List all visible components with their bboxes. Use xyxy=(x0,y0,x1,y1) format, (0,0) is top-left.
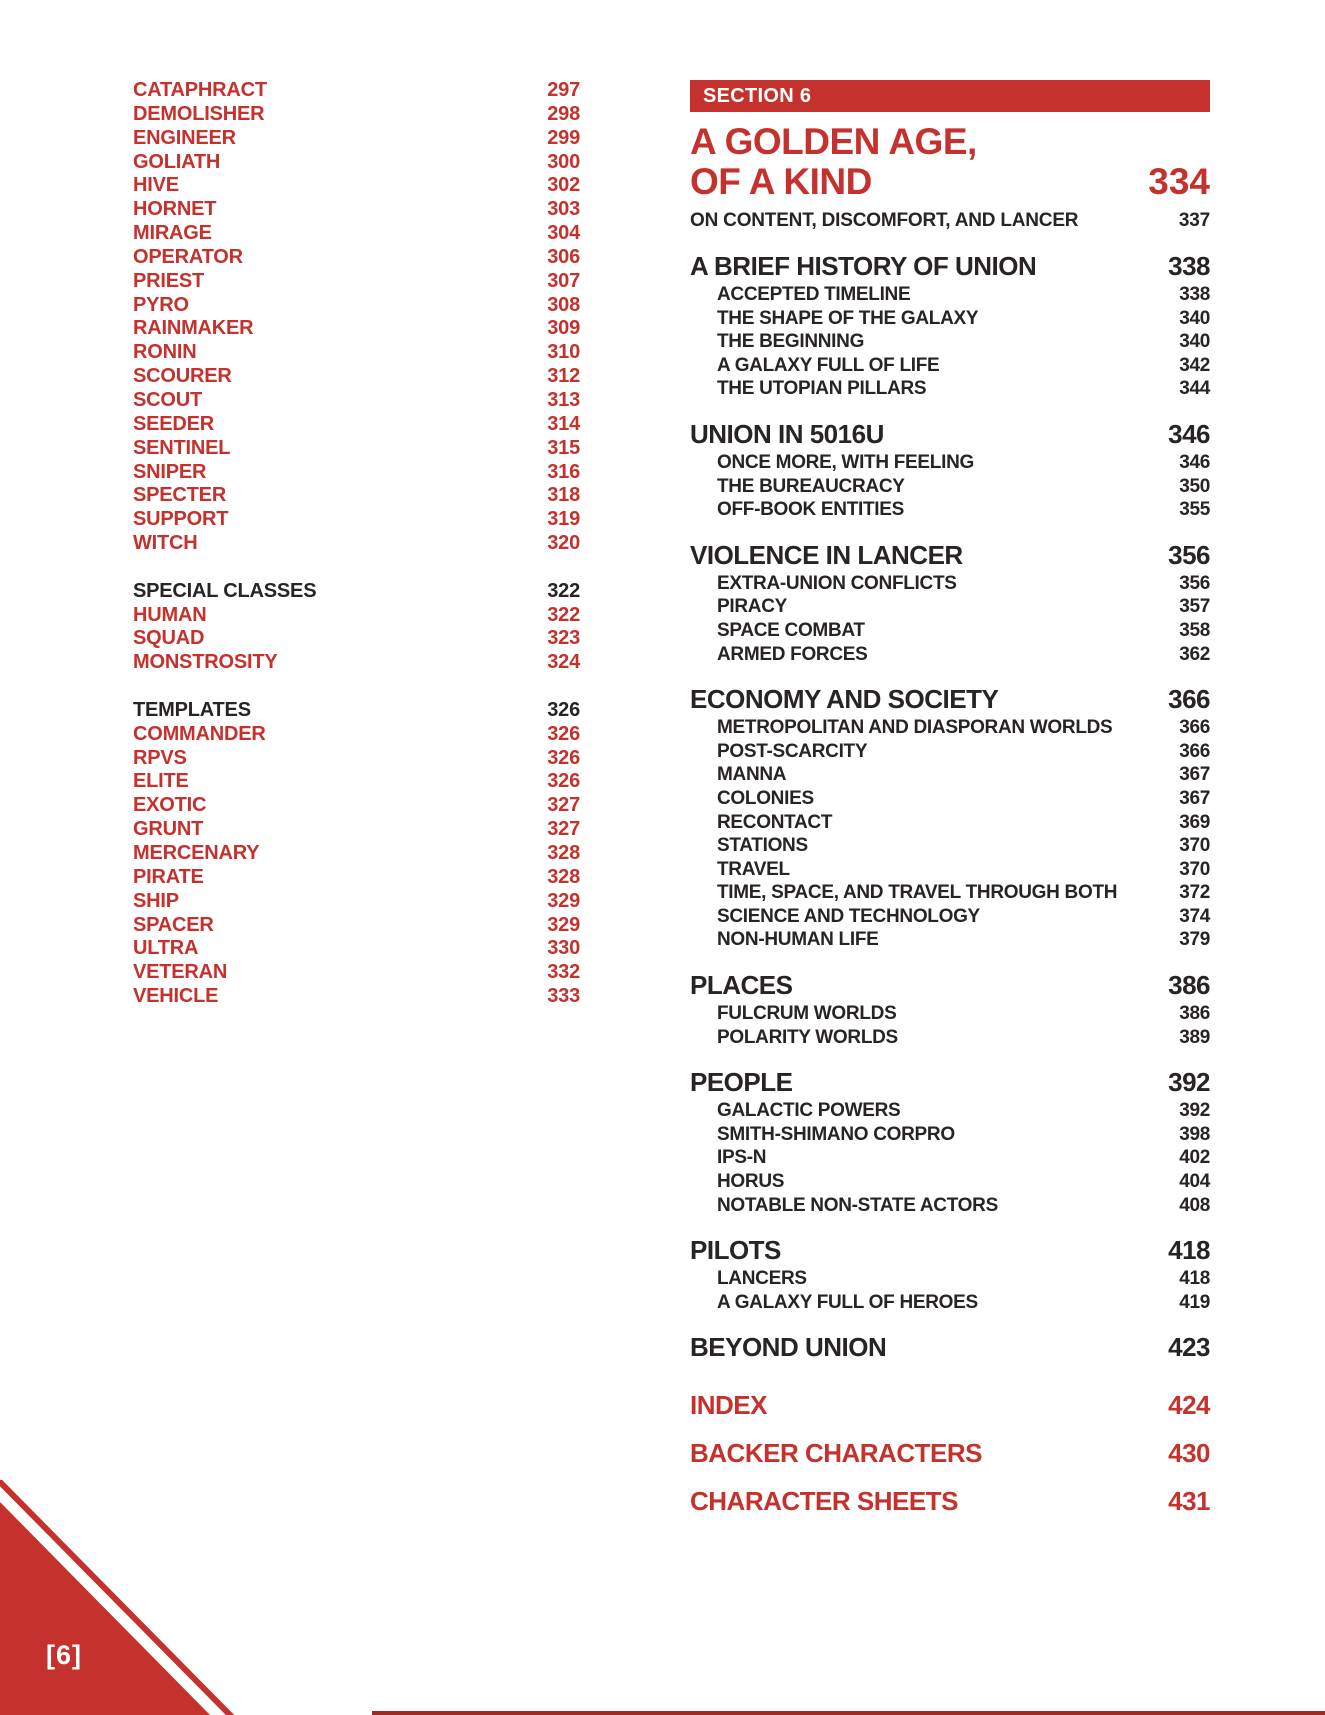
toc-entry[interactable] xyxy=(690,834,1210,858)
toc-entry[interactable] xyxy=(690,1194,1210,1218)
toc-entry-page: 318 xyxy=(547,484,580,507)
toc-entry[interactable] xyxy=(690,475,1210,499)
toc-entry-page: 327 xyxy=(547,818,580,841)
toc-section-heading-page: 366 xyxy=(1168,684,1210,715)
toc-group-header-page: 326 xyxy=(547,698,580,721)
toc-subtitle-entry[interactable] xyxy=(690,209,1210,233)
toc-section-heading-page: 431 xyxy=(1168,1486,1210,1517)
toc-entry[interactable] xyxy=(133,103,580,127)
toc-group-gap xyxy=(133,556,580,580)
chapter-title-line1: A GOLDEN AGE, xyxy=(690,121,977,162)
toc-entry-label: NON-HUMAN LIFE xyxy=(717,929,879,951)
toc-group-header-page: 322 xyxy=(547,579,580,602)
toc-entry[interactable] xyxy=(133,198,580,222)
toc-entry[interactable] xyxy=(690,716,1210,740)
chapter-title-row[interactable] xyxy=(690,122,1210,202)
toc-entry[interactable] xyxy=(133,461,580,485)
toc-section-heading-page: 424 xyxy=(1168,1390,1210,1421)
toc-entry-page: 370 xyxy=(1179,858,1210,880)
toc-entry-label: HORUS xyxy=(717,1171,785,1193)
toc-entry-page: 322 xyxy=(547,603,580,626)
toc-entry-label: HORNET xyxy=(133,198,217,221)
toc-entry-page: 404 xyxy=(1179,1171,1210,1193)
toc-entry-label: SPACE COMBAT xyxy=(717,619,865,641)
toc-entry-page: 319 xyxy=(547,508,580,531)
toc-entry-label: THE BEGINNING xyxy=(717,331,865,353)
toc-subtitle-page-number: 337 xyxy=(1178,210,1210,231)
toc-entry-label: ELITE xyxy=(133,770,189,793)
toc-entry-label: ULTRA xyxy=(133,937,199,960)
toc-section-group xyxy=(690,1390,1210,1420)
toc-section-heading-page: 392 xyxy=(1168,1067,1210,1098)
toc-entry-page: 379 xyxy=(1179,929,1210,951)
toc-entry[interactable] xyxy=(133,651,580,675)
toc-section-heading[interactable] xyxy=(690,1235,1210,1265)
toc-entry-page: 340 xyxy=(1179,307,1210,329)
toc-entry[interactable] xyxy=(690,377,1210,401)
toc-entry-page: 303 xyxy=(547,198,580,221)
toc-entry-page: 369 xyxy=(1179,811,1210,833)
toc-entry[interactable] xyxy=(133,914,580,938)
toc-entry-page: 326 xyxy=(547,722,580,745)
toc-entry-label: SUPPORT xyxy=(133,508,229,531)
toc-subtitle-label: ON CONTENT, DISCOMFORT, AND LANCER xyxy=(690,210,1079,231)
toc-entry-page: 402 xyxy=(1179,1147,1210,1169)
toc-entry-label: METROPOLITAN AND DIASPORAN WORLDS xyxy=(717,717,1113,739)
toc-section-heading-label: BEYOND UNION xyxy=(690,1332,887,1363)
toc-section-group xyxy=(690,970,1210,1049)
toc-entry-page: 358 xyxy=(1179,619,1210,641)
toc-entry-label: HUMAN xyxy=(133,603,207,626)
toc-section-heading-page: 338 xyxy=(1168,251,1210,281)
toc-entry-label: RONIN xyxy=(133,341,197,364)
toc-entry-label: IPS-N xyxy=(717,1147,767,1169)
toc-entry-page: 344 xyxy=(1179,378,1210,400)
toc-entry-page: 356 xyxy=(1179,572,1210,594)
toc-entry[interactable] xyxy=(133,818,580,842)
toc-entry[interactable] xyxy=(133,508,580,532)
toc-section-heading-label: PLACES xyxy=(690,970,793,1001)
toc-entry-page: 309 xyxy=(547,317,580,340)
toc-entry-label: PIRATE xyxy=(133,865,204,888)
toc-entry-label: A GALAXY FULL OF LIFE xyxy=(717,354,940,376)
toc-entry[interactable] xyxy=(133,437,580,461)
toc-entry[interactable] xyxy=(133,127,580,151)
toc-entry-label: PIRACY xyxy=(717,596,787,618)
toc-section-heading-label: PEOPLE xyxy=(690,1067,793,1098)
chapter-title-line2: OF A KIND xyxy=(690,161,872,202)
toc-entry[interactable] xyxy=(690,619,1210,643)
toc-section-heading[interactable] xyxy=(690,251,1210,281)
toc-entry-page: 366 xyxy=(1179,740,1210,762)
toc-entry[interactable] xyxy=(690,858,1210,882)
toc-entry-label: CATAPHRACT xyxy=(133,79,267,101)
toc-entry-label: SCOURER xyxy=(133,365,232,388)
toc-section-group xyxy=(690,1235,1210,1314)
toc-entry-label: RECONTACT xyxy=(717,811,833,833)
toc-group-gap xyxy=(133,675,580,699)
toc-entry[interactable] xyxy=(690,881,1210,905)
toc-entry-label: COLONIES xyxy=(717,787,814,809)
toc-entry-page: 308 xyxy=(547,293,580,316)
toc-section-heading[interactable] xyxy=(690,419,1210,449)
toc-entry-label: SCIENCE AND TECHNOLOGY xyxy=(717,905,980,927)
toc-section-heading-page: 430 xyxy=(1168,1438,1210,1469)
toc-section-heading-page: 423 xyxy=(1168,1332,1210,1363)
toc-entry[interactable] xyxy=(133,222,580,246)
toc-entry-page: 333 xyxy=(547,985,580,1008)
toc-entry-page: 392 xyxy=(1179,1100,1210,1122)
corner-triangle-decoration xyxy=(0,1480,240,1715)
toc-entry-label: THE SHAPE OF THE GALAXY xyxy=(717,307,979,329)
toc-entry[interactable] xyxy=(690,451,1210,475)
toc-entry[interactable] xyxy=(690,307,1210,331)
toc-entry[interactable] xyxy=(690,283,1210,307)
toc-entry[interactable] xyxy=(133,747,580,771)
left-toc-column xyxy=(133,79,580,1009)
toc-entry[interactable] xyxy=(690,572,1210,596)
toc-entry-page: 355 xyxy=(1179,499,1210,521)
toc-group-header[interactable] xyxy=(133,580,580,604)
toc-entry-label: ENGINEER xyxy=(133,126,236,149)
toc-entry-page: 299 xyxy=(547,126,580,149)
toc-entry-page: 327 xyxy=(547,794,580,817)
toc-entry[interactable] xyxy=(133,389,580,413)
toc-entry-page: 366 xyxy=(1179,717,1210,739)
toc-entry-label: GRUNT xyxy=(133,818,204,841)
toc-entry-label: HIVE xyxy=(133,174,179,197)
toc-group-header-label: SPECIAL CLASSES xyxy=(133,579,317,602)
toc-entry[interactable] xyxy=(133,842,580,866)
toc-entry[interactable] xyxy=(690,811,1210,835)
toc-entry[interactable] xyxy=(133,79,580,103)
toc-entry-label: MERCENARY xyxy=(133,842,260,864)
toc-entry-label: EXTRA-UNION CONFLICTS xyxy=(717,572,957,594)
toc-entry-label: RPVS xyxy=(133,746,187,769)
toc-entry-page: 302 xyxy=(547,174,580,197)
toc-section-group xyxy=(690,684,1210,952)
toc-entry-page: 362 xyxy=(1179,643,1210,665)
toc-entry-label: SHIP xyxy=(133,889,179,912)
toc-entry[interactable] xyxy=(133,866,580,890)
toc-entry[interactable] xyxy=(133,890,580,914)
toc-entry-page: 418 xyxy=(1179,1268,1210,1290)
toc-section-group xyxy=(690,1067,1210,1217)
toc-entry-page: 320 xyxy=(547,532,580,555)
toc-section-heading[interactable] xyxy=(690,684,1210,714)
toc-entry-page: 314 xyxy=(547,412,580,435)
toc-entry[interactable] xyxy=(133,484,580,508)
toc-entry-label: EXOTIC xyxy=(133,794,207,817)
toc-section-heading-label: ECONOMY AND SOCIETY xyxy=(690,684,999,715)
toc-entry-label: SPACER xyxy=(133,913,214,936)
toc-entry-label: ONCE MORE, WITH FEELING xyxy=(717,451,974,473)
toc-entry[interactable] xyxy=(133,365,580,389)
toc-entry[interactable] xyxy=(690,787,1210,811)
toc-entry[interactable] xyxy=(133,294,580,318)
toc-entry-page: 307 xyxy=(547,269,580,292)
toc-entry-label: MONSTROSITY xyxy=(133,651,278,674)
toc-entry-label: MANNA xyxy=(717,764,787,786)
toc-entry-label: VEHICLE xyxy=(133,985,219,1008)
toc-entry-label: TRAVEL xyxy=(717,858,790,880)
right-toc-column xyxy=(690,80,1210,1518)
toc-entry-page: 332 xyxy=(547,961,580,984)
toc-entry[interactable] xyxy=(690,1002,1210,1026)
toc-entry-page: 329 xyxy=(547,889,580,912)
toc-entry[interactable] xyxy=(690,740,1210,764)
toc-entry[interactable] xyxy=(690,354,1210,378)
toc-entry-page: 310 xyxy=(547,341,580,364)
chapter-title xyxy=(690,122,977,202)
toc-entry[interactable] xyxy=(690,1267,1210,1291)
toc-entry-label: NOTABLE NON-STATE ACTORS xyxy=(717,1194,998,1216)
toc-entry[interactable] xyxy=(690,1146,1210,1170)
toc-entry-page: 316 xyxy=(547,460,580,483)
toc-section-heading-page: 386 xyxy=(1168,970,1210,1001)
toc-entry[interactable] xyxy=(133,413,580,437)
toc-entry-label: POST-SCARCITY xyxy=(717,740,868,762)
toc-entry-label: COMMANDER xyxy=(133,722,266,745)
toc-section-heading-label: PILOTS xyxy=(690,1235,781,1266)
toc-entry-page: 342 xyxy=(1179,354,1210,376)
toc-entry-label: OPERATOR xyxy=(133,245,243,268)
toc-entry[interactable] xyxy=(133,174,580,198)
toc-section-heading[interactable] xyxy=(690,1390,1210,1420)
toc-entry-page: 370 xyxy=(1179,835,1210,857)
toc-section-heading-page: 346 xyxy=(1168,418,1210,449)
toc-entry-label: PYRO xyxy=(133,293,189,316)
toc-entry-label: MIRAGE xyxy=(133,222,212,245)
toc-entry-page: 326 xyxy=(547,746,580,769)
toc-entry-label: THE BUREAUCRACY xyxy=(717,475,905,497)
toc-entry-page: 300 xyxy=(547,150,580,173)
toc-entry-page: 419 xyxy=(1179,1291,1210,1313)
toc-group-header[interactable] xyxy=(133,699,580,723)
toc-section-groups xyxy=(690,251,1210,1516)
toc-entry-page: 350 xyxy=(1179,475,1210,497)
toc-entry[interactable] xyxy=(690,498,1210,522)
toc-entry-label: ARMED FORCES xyxy=(717,643,868,665)
toc-entry[interactable] xyxy=(690,1123,1210,1147)
toc-section-heading[interactable] xyxy=(690,1486,1210,1516)
toc-entry[interactable] xyxy=(133,604,580,628)
toc-section-heading-label: CHARACTER SHEETS xyxy=(690,1486,958,1517)
toc-entry-label: SEEDER xyxy=(133,412,215,435)
toc-entry-page: 312 xyxy=(547,365,580,388)
toc-section-heading[interactable] xyxy=(690,970,1210,1000)
toc-entry-page: 323 xyxy=(547,627,580,650)
toc-entry[interactable] xyxy=(133,317,580,341)
toc-entry[interactable] xyxy=(690,1099,1210,1123)
toc-entry-label: RAINMAKER xyxy=(133,317,254,340)
chapter-title-page-number: 334 xyxy=(1148,161,1210,202)
section-banner xyxy=(690,80,1210,112)
toc-entry-page: 304 xyxy=(547,222,580,245)
toc-entry[interactable] xyxy=(690,643,1210,667)
toc-entry-page: 329 xyxy=(547,913,580,936)
toc-entry[interactable] xyxy=(690,1026,1210,1050)
toc-entry-label: GALACTIC POWERS xyxy=(717,1100,901,1122)
toc-entry-label: PRIEST xyxy=(133,269,205,292)
toc-entry-page: 324 xyxy=(547,651,580,674)
toc-section-heading[interactable] xyxy=(690,1438,1210,1468)
toc-entry-label: SNIPER xyxy=(133,460,207,483)
toc-entry[interactable] xyxy=(690,1291,1210,1315)
toc-entry-page: 386 xyxy=(1179,1003,1210,1025)
toc-entry[interactable] xyxy=(133,532,580,556)
toc-section-heading-label: VIOLENCE IN LANCER xyxy=(690,539,963,570)
section-banner-label: SECTION 6 xyxy=(703,84,812,107)
toc-entry[interactable] xyxy=(133,151,580,175)
toc-entry-label: GOLIATH xyxy=(133,150,221,173)
toc-entry[interactable] xyxy=(133,985,580,1009)
toc-entry-page: 398 xyxy=(1179,1123,1210,1145)
toc-section-group xyxy=(690,251,1210,401)
toc-entry[interactable] xyxy=(133,270,580,294)
toc-entry[interactable] xyxy=(133,627,580,651)
toc-entry-page: 367 xyxy=(1179,787,1210,809)
toc-entry-label: SPECTER xyxy=(133,484,227,507)
toc-entry[interactable] xyxy=(690,905,1210,929)
toc-entry-label: A GALAXY FULL OF HEROES xyxy=(717,1291,978,1313)
toc-entry-page: 297 xyxy=(547,79,580,101)
toc-entry[interactable] xyxy=(133,246,580,270)
toc-section-heading[interactable] xyxy=(690,1332,1210,1362)
toc-entry-page: 346 xyxy=(1179,451,1210,473)
toc-section-group xyxy=(690,1332,1210,1362)
toc-section-heading-label: BACKER CHARACTERS xyxy=(690,1438,982,1469)
toc-entry-page: 298 xyxy=(547,102,580,125)
toc-section-group xyxy=(690,1486,1210,1516)
toc-entry-label: SMITH-SHIMANO CORPRO xyxy=(717,1123,955,1145)
toc-entry[interactable] xyxy=(690,595,1210,619)
toc-entry-label: VETERAN xyxy=(133,961,228,984)
toc-entry-page: 372 xyxy=(1179,882,1210,904)
toc-entry[interactable] xyxy=(133,723,580,747)
toc-entry[interactable] xyxy=(133,770,580,794)
toc-entry-page: 367 xyxy=(1179,764,1210,786)
toc-entry-page: 330 xyxy=(547,937,580,960)
toc-entry-label: WITCH xyxy=(133,532,198,555)
toc-entry-label: STATIONS xyxy=(717,835,808,857)
toc-entry-page: 357 xyxy=(1179,596,1210,618)
page-number: [6] xyxy=(46,1640,82,1670)
toc-entry[interactable] xyxy=(690,330,1210,354)
toc-entry-page: 340 xyxy=(1179,331,1210,353)
toc-entry[interactable] xyxy=(133,794,580,818)
toc-entry-page: 338 xyxy=(1179,284,1210,305)
toc-entry-label: ACCEPTED TIMELINE xyxy=(717,284,911,305)
toc-entry[interactable] xyxy=(133,961,580,985)
toc-entry-page: 306 xyxy=(547,245,580,268)
toc-section-heading-page: 356 xyxy=(1168,539,1210,570)
toc-entry-label: TIME, SPACE, AND TRAVEL THROUGH BOTH xyxy=(717,882,1118,904)
toc-entry-page: 389 xyxy=(1179,1026,1210,1048)
toc-entry-label: SQUAD xyxy=(133,627,205,650)
toc-entry-label: DEMOLISHER xyxy=(133,102,265,125)
toc-section-group xyxy=(690,419,1210,522)
toc-entry[interactable] xyxy=(690,763,1210,787)
toc-group-header-label: TEMPLATES xyxy=(133,698,251,721)
toc-section-heading[interactable] xyxy=(690,540,1210,570)
toc-entry-page: 315 xyxy=(547,436,580,459)
toc-entry-label: POLARITY WORLDS xyxy=(717,1026,898,1048)
toc-entry-label: SCOUT xyxy=(133,388,203,411)
toc-entry-label: FULCRUM WORLDS xyxy=(717,1003,897,1025)
toc-section-group xyxy=(690,540,1210,666)
toc-entry[interactable] xyxy=(133,937,580,961)
toc-entry-label: LANCERS xyxy=(717,1268,807,1290)
toc-entry-page: 326 xyxy=(547,770,580,793)
toc-section-group xyxy=(690,1438,1210,1468)
toc-entry[interactable] xyxy=(133,341,580,365)
toc-entry-page: 408 xyxy=(1179,1194,1210,1216)
toc-section-heading-page: 418 xyxy=(1168,1235,1210,1266)
toc-entry-label: OFF-BOOK ENTITIES xyxy=(717,499,905,521)
toc-section-heading-label: UNION IN 5016U xyxy=(690,418,884,449)
toc-entry-page: 313 xyxy=(547,388,580,411)
toc-entry-label: THE UTOPIAN PILLARS xyxy=(717,378,927,400)
toc-section-heading[interactable] xyxy=(690,1067,1210,1097)
toc-entry-page: 328 xyxy=(547,865,580,888)
toc-section-heading-label: INDEX xyxy=(690,1390,767,1421)
toc-entry-page: 374 xyxy=(1179,905,1210,927)
bottom-edge-rule xyxy=(372,1711,1325,1715)
toc-entry-page: 328 xyxy=(547,842,580,864)
toc-entry-label: SENTINEL xyxy=(133,436,231,459)
toc-entry[interactable] xyxy=(690,1170,1210,1194)
toc-section-heading-label: A BRIEF HISTORY OF UNION xyxy=(690,251,1037,281)
toc-entry[interactable] xyxy=(690,928,1210,952)
